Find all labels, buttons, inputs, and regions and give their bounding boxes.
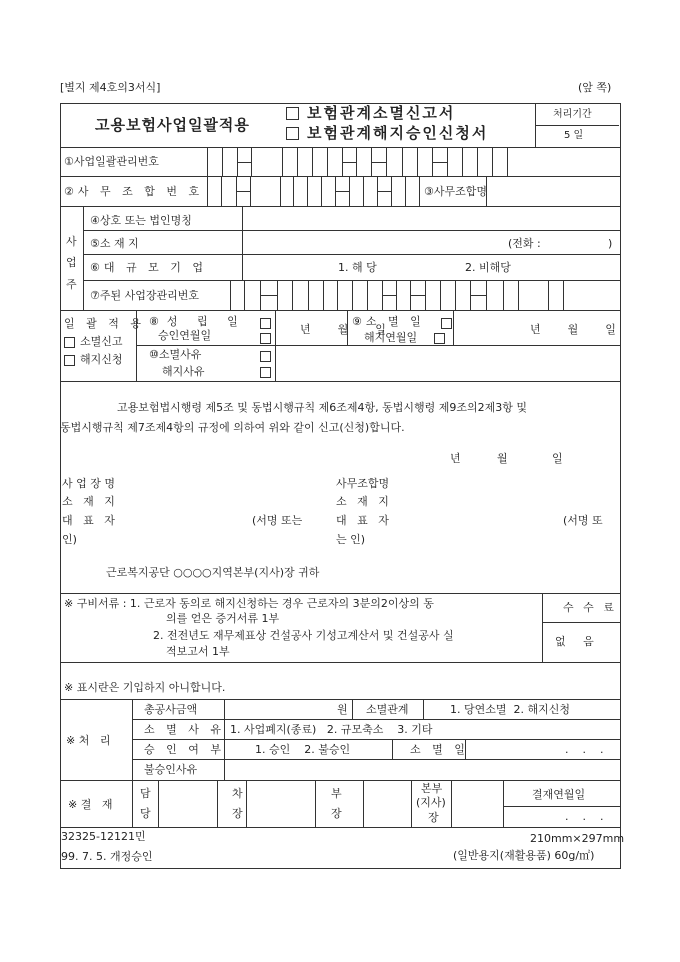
approved-date: 99. 7. 5. 개정승인 [61,850,153,863]
main-title: 고용보험사업일괄적용 [95,116,250,134]
digit-box-divider [462,147,463,176]
right-rep-label: 대 표 자 [336,514,389,527]
union-name-label: ③사무조합명 [424,185,487,198]
digit-box-divider [563,280,564,310]
extinction-date[interactable]: 년 월 일 [530,323,616,336]
digit-box-divider [312,147,313,176]
approval-label: ※ 결 재 [68,798,113,811]
documents-line2b: 적보고서 1부 [166,645,230,658]
large-option-no[interactable]: 2. 비해당 [465,261,511,274]
fee-label: 수 수 료 [563,601,617,614]
left-address-label: 소 재 지 [62,495,115,508]
rejection-field[interactable] [225,760,619,780]
approver3-a: 부 [331,787,342,800]
note: ※ 표시란은 기입하지 아니합니다. [64,681,226,694]
address-label: ⑤소 재 지 [90,237,139,250]
approver4-c: 장 [428,811,439,824]
approver1-a: 담 [140,787,151,800]
established-label: ⑧성 립 일 [149,315,246,328]
digit-box-divider [337,280,338,310]
declaration-line2: 동법시행규칙 제7조제4항의 규정에 의하여 위와 같이 신고(신청)합니다. [60,421,405,434]
reason-field[interactable] [276,346,619,380]
digit-separator-dash [377,191,391,192]
approval-status-label: 승 인 여 부 [144,743,225,756]
approver4-b: (지사) [416,796,446,809]
reason-value[interactable]: 1. 사업폐지(종료) 2. 규모축소 3. 기타 [230,723,433,736]
digit-separator-dash [371,162,386,163]
digit-box-divider [222,147,223,176]
form-id: [별지 제4호의3서식] [60,81,161,94]
reason-label: ⑩소멸사유 [149,348,202,361]
right-union-name-label: 사무조합명 [336,477,390,490]
left-rep-label: 대 표 자 [62,514,115,527]
digit-box-divider [280,176,281,206]
documents-line1: ※ 구비서류 : 1. 근로자 동의로 해지신청하는 경우 근로자의 3분의2이상의 동 [64,597,434,610]
main-site-label: ⑦주된 사업장관리번호 [90,289,199,302]
left-sign-cont: 인) [62,533,77,546]
digit-separator-dash [342,162,356,163]
digit-separator-dash [410,295,425,296]
approver2-sign-field[interactable] [247,781,314,826]
termination-request-label: 해지신청 [80,353,123,366]
total-cost-field[interactable] [225,700,330,718]
digit-separator-dash [237,162,251,163]
processing-period-label: 처리기간 [553,109,592,120]
declaration-line1: 고용보험법시행령 제5조 및 동법시행규칙 제6조제4항, 동법시행령 제9조의2제3항 및 [117,401,527,414]
option2-checkbox[interactable] [286,127,299,140]
option1-checkbox[interactable] [286,107,299,120]
approver2-a: 차 [232,787,243,800]
right-address-label: 소 재 지 [336,495,389,508]
digit-separator-dash [432,162,447,163]
extinction-date-value[interactable]: . . . [565,743,604,756]
approval-date-checkbox[interactable] [260,333,271,344]
right-sign-cont: 는 인) [336,533,366,546]
relation-label: 소멸관계 [366,703,409,716]
owner-label-3: 주 [66,278,77,291]
date-year[interactable]: 년 [450,452,461,465]
digit-box-divider [293,176,294,206]
documents-line1b: 의를 얻은 증거서류 1부 [166,612,280,625]
digit-box-divider [447,147,448,176]
left-sign-label: (서명 또는 [252,514,303,527]
digit-box-divider [282,147,283,176]
total-cost-label: 총공사금액 [144,703,198,716]
digit-box-divider [492,147,493,176]
digit-box-divider [250,176,251,206]
bulk-title: 일 괄 적 용 [64,317,145,330]
relation-value[interactable]: 1. 당연소멸 2. 해지신청 [450,703,570,716]
digit-box-divider [307,176,308,206]
termination-reason-checkbox[interactable] [260,367,271,378]
digit-box-divider [425,280,426,310]
form-code: 32325-12121민 [61,830,146,843]
won-label: 원 [337,703,348,716]
option2-title: 보험관계해지승인신청서 [307,124,489,142]
extinction-checkbox[interactable] [441,318,452,329]
digit-box-divider [327,147,328,176]
digit-box-divider [323,280,324,310]
option1-title: 보험관계소멸신고서 [307,104,456,122]
digit-box-divider [308,280,309,310]
left-site-name-label: 사 업 장 명 [62,477,115,490]
extinction-date-label: 소 멸 일 [410,743,469,756]
documents-line2: 2. 전전년도 재무제표상 건설공사 기성고계산서 및 건설공사 실 [153,629,454,642]
digit-box-divider [352,280,353,310]
digit-box-divider [391,176,392,206]
digit-box-divider [507,147,508,176]
digit-separator-dash [382,295,396,296]
approval-date-value[interactable]: . . . [565,810,604,823]
digit-box-divider [455,280,456,310]
established-checkbox[interactable] [260,318,271,329]
paper-size: 210mm×297mm [530,832,625,845]
reason-label-2: 소 멸 사 유 [144,723,225,736]
digit-separator-dash [335,191,349,192]
digit-box-divider [297,147,298,176]
digit-box-divider [518,280,519,310]
approver2-b: 장 [232,807,243,820]
owner-label-2: 업 [66,256,77,269]
addressee: 근로복지공단 ○○○○지역본부(지사)장 귀하 [106,566,320,579]
large-option-yes[interactable]: 1. 해 당 [338,261,377,274]
digit-box-divider [548,280,549,310]
approver4-a: 본부 [421,782,443,795]
digit-box-divider [396,280,397,310]
processing-label: ※ 처 리 [66,734,111,747]
large-enterprise-label: ⑥대 규 모 기 업 [90,261,207,274]
address-field[interactable] [243,231,503,253]
name-field[interactable] [243,207,619,229]
right-sign-label: (서명 또 [563,514,603,527]
digit-box-divider [292,280,293,310]
digit-box-divider [277,280,278,310]
digit-box-divider [244,280,245,310]
digit-box-divider [251,147,252,176]
row2-label: ②사 무 조 합 번 호 [64,185,204,198]
extinction-report-checkbox[interactable] [64,337,75,348]
digit-box-divider [230,280,231,310]
owner-label-1: 사 [66,235,77,248]
approver4-sign-field[interactable] [452,781,502,826]
established-date[interactable]: 년 월 일 [300,323,386,336]
rejection-label: 불승인사유 [144,763,198,776]
digit-box-divider [363,176,364,206]
union-name-field[interactable] [487,177,619,205]
approval-status-value[interactable]: 1. 승인 2. 불승인 [255,743,351,756]
paper-type: (일반용지(재활용품) 60g/㎡) [453,849,595,862]
approver1-sign-field[interactable] [159,781,216,826]
digit-box-divider [356,147,357,176]
digit-box-divider [207,147,208,176]
approval-date-label-2: 결재연월일 [532,788,586,801]
digit-box-divider [405,176,406,206]
extinction-label: ⑨소 멸 일 [352,315,425,328]
digit-box-divider [367,280,368,310]
digit-box-divider [486,280,487,310]
approver3-sign-field[interactable] [364,781,411,826]
approver1-b: 당 [140,807,151,820]
processing-period-value: 5 일 [564,130,584,141]
date-day[interactable]: 일 [552,452,563,465]
name-label: ④상호 또는 법인명칭 [90,214,192,227]
termination-date-label: 해지연월일 [364,331,418,344]
digit-box-divider [349,176,350,206]
phone-close: ) [608,237,613,250]
termination-request-checkbox[interactable] [64,355,75,366]
digit-box-divider [321,176,322,206]
digit-separator-dash [470,295,486,296]
digit-box-divider [440,280,441,310]
approval-date-label: 승인연월일 [158,329,212,342]
digit-separator-dash [236,191,250,192]
page-side: (앞 쪽) [578,81,612,94]
digit-box-divider [477,147,478,176]
reason-checkbox[interactable] [260,351,271,362]
digit-box-divider [221,176,222,206]
digit-separator-dash [260,295,277,296]
fee-value: 없 음 [555,635,594,648]
approver3-b: 장 [331,807,342,820]
termination-date-checkbox[interactable] [434,333,445,344]
digit-box-divider [419,176,420,206]
digit-box-divider [402,147,403,176]
digit-box-divider [417,147,418,176]
digit-box-divider [503,280,504,310]
termination-reason-label: 해지사유 [162,365,205,378]
row1-label: ①사업일괄관리번호 [64,155,159,168]
date-month[interactable]: 월 [497,452,508,465]
digit-box-divider [207,176,208,206]
extinction-report-label: 소멸신고 [80,335,123,348]
digit-box-divider [386,147,387,176]
phone-label: (전화 : [508,237,541,250]
